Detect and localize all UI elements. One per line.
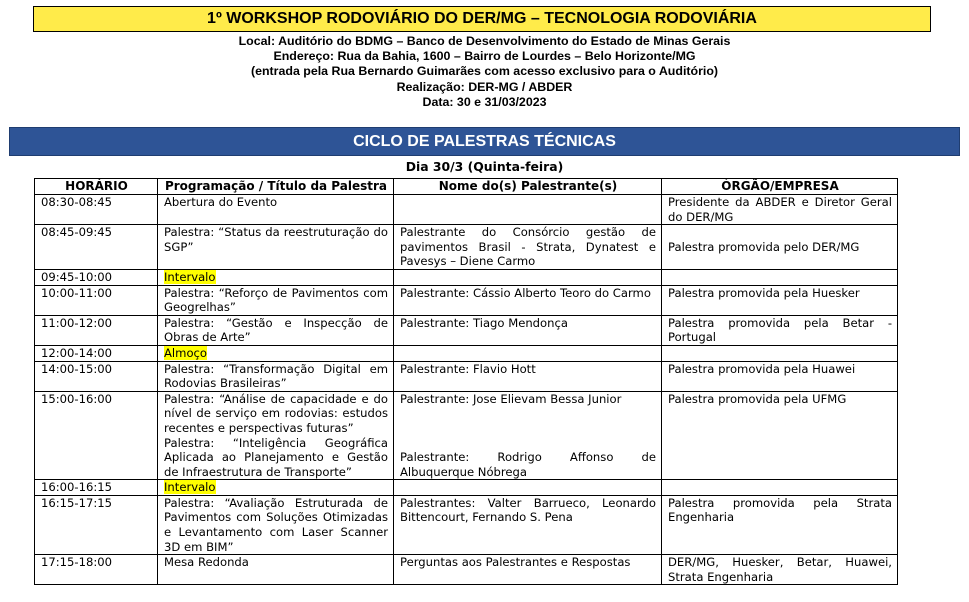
cell-program: Mesa Redonda [158, 555, 394, 585]
cell-time: 10:00-11:00 [35, 285, 158, 315]
cell-program: Palestra: “Reforço de Pavimentos com Geogrelhas” [158, 285, 394, 315]
cell-program: Palestra: “Avaliação Estruturada de Pavimentos com Soluções Otimizadas e Levantamento com Laser Scanner 3D em BIM” [158, 495, 394, 554]
cell-speaker [394, 269, 662, 285]
table-row [35, 285, 898, 315]
cell-org: Palestra promovida pela Huawei [662, 361, 898, 391]
event-organizer: Realização: DER-MG / ABDER [396, 79, 573, 94]
cell-org [662, 345, 898, 361]
cell-speaker: Perguntas aos Palestrantes e Respostas [394, 555, 662, 585]
cell-program [158, 391, 394, 480]
cell-org [662, 269, 898, 285]
cell-time: 17:15-18:00 [35, 555, 158, 585]
header-time: HORÁRIO [35, 179, 158, 195]
schedule-table [34, 178, 898, 585]
header-speaker: Nome do(s) Palestrante(s) [394, 179, 662, 195]
program-talk-1: Palestra: “Análise de capacidade e do nível de serviço em rodovias: estudos recentes e perspectivas futuras” [164, 391, 388, 435]
cell-time: 08:45-09:45 [35, 225, 158, 270]
cell-time: 08:30-08:45 [35, 195, 158, 225]
table-row [35, 225, 898, 270]
cell-speaker: Palestrante: Cássio Alberto Teoro do Carmo [394, 285, 662, 315]
table-row [35, 315, 898, 345]
cell-program: Palestra: “Gestão e Inspecção de Obras de Arte” [158, 315, 394, 345]
cell-org: Palestra promovida pela Strata Engenharia [662, 495, 898, 554]
cell-time: 11:00-12:00 [35, 315, 158, 345]
cell-speaker: Palestrante do Consórcio gestão de pavimentos Brasil - Strata, Dynatest e Pavesys – Diene Carmo [394, 225, 662, 270]
cell-program [158, 269, 394, 285]
cell-org [662, 480, 898, 496]
table-row [35, 495, 898, 554]
header-org: ÓRGÃO/EMPRESA [662, 179, 898, 195]
table-header-row [35, 179, 898, 195]
cell-time: 12:00-14:00 [35, 345, 158, 361]
cell-org: Palestra promovida pela UFMG [662, 391, 898, 480]
cell-program [158, 480, 394, 496]
cell-speaker: Palestrante: Tiago Mendonça [394, 315, 662, 345]
table-row [35, 480, 898, 496]
cell-time: 16:15-17:15 [35, 495, 158, 554]
cell-time: 15:00-16:00 [35, 391, 158, 480]
cell-program [158, 345, 394, 361]
table-row [35, 361, 898, 391]
table-row [35, 345, 898, 361]
cell-program: Palestra: “Transformação Digital em Rodovias Brasileiras” [158, 361, 394, 391]
cell-speaker [394, 345, 662, 361]
cell-program: Palestra: “Status da reestruturação do SGP” [158, 225, 394, 270]
section-title: CICLO DE PALESTRAS TÉCNICAS [9, 127, 960, 156]
event-info [0, 34, 969, 110]
event-entrance-note: (entrada pela Rua Bernardo Guimarães com acesso exclusivo para o Auditório) [250, 64, 719, 79]
break-label: Intervalo [164, 269, 216, 284]
spacer [400, 421, 656, 436]
spacer [400, 436, 656, 451]
cell-time: 16:00-16:15 [35, 480, 158, 496]
event-location: Local: Auditório do BDMG – Banco de Desenvolvimento do Estado de Minas Gerais [238, 34, 731, 48]
cell-speaker [394, 391, 662, 480]
lunch-label: Almoço [164, 345, 208, 360]
cell-org: DER/MG, Huesker, Betar, Huawei, Strata Engenharia [662, 555, 898, 585]
cell-program: Abertura do Evento [158, 195, 394, 225]
event-date: Data: 30 e 31/03/2023 [422, 94, 547, 109]
cell-org: Palestra promovida pela Huesker [662, 285, 898, 315]
cell-time: 09:45-10:00 [35, 269, 158, 285]
cell-org: Presidente da ABDER e Diretor Geral do DER/MG [662, 195, 898, 225]
table-row [35, 555, 898, 585]
speaker-talk-2: Palestrante: Rodrigo Affonso de Albuquerque Nóbrega [400, 450, 656, 479]
cell-org: Palestra promovida pela Betar - Portugal [662, 315, 898, 345]
header-program: Programação / Título da Palestra [158, 179, 394, 195]
event-title: 1º WORKSHOP RODOVIÁRIO DO DER/MG – TECNOLOGIA RODOVIÁRIA [33, 6, 931, 32]
table-row [35, 195, 898, 225]
table-row [35, 269, 898, 285]
cell-time: 14:00-15:00 [35, 361, 158, 391]
cell-speaker: Palestrante: Flavio Hott [394, 361, 662, 391]
table-row [35, 391, 898, 480]
cell-org: Palestra promovida pelo DER/MG [662, 225, 898, 270]
event-address: Endereço: Rua da Bahia, 1600 – Bairro de Lourdes – Belo Horizonte/MG [273, 49, 696, 64]
speaker-talk-1: Palestrante: Jose Elievam Bessa Junior [400, 391, 622, 406]
spacer [400, 406, 656, 421]
program-talk-2: Palestra: “Inteligência Geográfica Aplicada ao Planejamento e Gestão de Infraestrutura de Transporte” [164, 435, 388, 479]
cell-speaker: Palestrantes: Valter Barrueco, Leonardo Bittencourt, Fernando S. Pena [394, 495, 662, 554]
cell-speaker [394, 195, 662, 225]
day-title: Dia 30/3 (Quinta-feira) [405, 159, 564, 174]
break-label: Intervalo [164, 480, 216, 495]
cell-speaker [394, 480, 662, 496]
